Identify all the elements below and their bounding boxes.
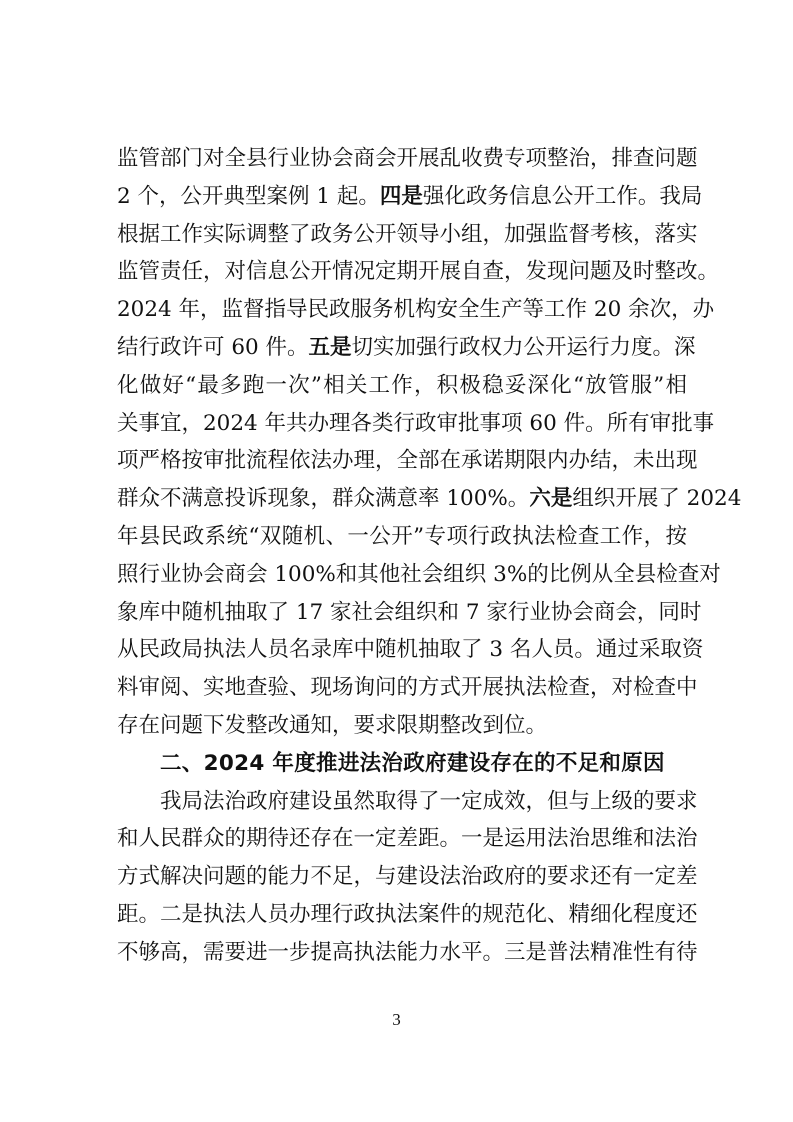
text-line: 不够高，需要进一步提高执法能力水平。三是普法精准性有待 xyxy=(117,939,698,965)
text-line xyxy=(117,556,721,594)
text-segment: 2 个，公开典型案例 1 起。 xyxy=(117,183,380,209)
text-segment: 强化政务信息公开工作。我局 xyxy=(422,183,703,209)
text-segment: 组织开展了 2024 xyxy=(572,486,742,512)
text-segment: 项严格按审批流程依法办理，全部在承诺期限内办结，未出现 xyxy=(117,448,698,474)
text-segment: 化做好“最多跑一次”相关工作，积极稳妥深化“放管服”相 xyxy=(117,372,687,398)
text-segment: 从民政局执法人员名录库中随机抽取了 3 名人员。通过采取资 xyxy=(117,637,704,663)
text-segment: 象库中随机抽取了 17 家社会组织和 7 家行业协会商会，同时 xyxy=(117,599,702,625)
text-line xyxy=(117,291,715,329)
text-segment: 监管责任，对信息公开情况定期开展自查，发现问题及时整改。 xyxy=(117,259,720,285)
text-line: 距。二是执法人员办理行政执法案件的规范化、精细化程度还 xyxy=(117,902,698,927)
text-line xyxy=(117,405,715,443)
text-line xyxy=(117,367,687,405)
text-line xyxy=(117,594,702,632)
text-line xyxy=(117,253,720,291)
text-line: 方式解决问题的能力不足，与建设法治政府的要求还有一定差 xyxy=(117,864,698,890)
text-line xyxy=(117,669,698,707)
emphasis-label: 五是 xyxy=(308,335,352,360)
emphasis-label: 四是 xyxy=(379,183,423,209)
text-segment: 存在问题下发整改通知，要求限期整改到位。 xyxy=(117,713,548,738)
text-segment: 群众不满意投诉现象，群众满意率 100%。 xyxy=(117,486,530,512)
text-line xyxy=(117,140,698,178)
text-line xyxy=(117,518,687,556)
text-segment: 根据工作实际调整了政务公开领导小组，加强监督考核，落实 xyxy=(117,221,698,247)
text-segment: 料审阅、实地查验、现场询问的方式开展执法检查，对检查中 xyxy=(117,675,698,701)
text-line: 我局法治政府建设虽然取得了一定成效，但与上级的要求 xyxy=(160,788,698,814)
text-segment: 监管部门对全县行业协会商会开展乱收费专项整治，排查问题 xyxy=(117,146,698,171)
text-segment: 关事宜，2024 年共办理各类行政审批事项 60 件。所有审批事 xyxy=(117,410,715,436)
emphasis-label: 六是 xyxy=(529,486,573,512)
section-heading: 二、2024 年度推进法治政府建设存在的不足和原因 xyxy=(160,750,665,776)
text-line xyxy=(117,480,742,518)
text-segment: 结行政许可 60 件。 xyxy=(117,335,309,360)
text-line xyxy=(117,178,703,216)
page-number: 3 xyxy=(392,1010,401,1029)
text-line xyxy=(117,707,687,745)
text-segment: 照行业协会商会 100%和其他社会组织 3%的比例从全县检查对 xyxy=(117,561,721,587)
text-line xyxy=(117,216,698,254)
text-line xyxy=(117,329,696,367)
text-segment: 年县民政系统“双随机、一公开”专项行政执法检查工作，按 xyxy=(117,524,687,549)
text-line: 和人民群众的期待还存在一定差距。一是运用法治思维和法治 xyxy=(117,826,698,852)
text-line xyxy=(117,631,704,669)
text-segment: 切实加强行政权力公开运行力度。深 xyxy=(351,335,696,360)
text-line xyxy=(117,442,698,480)
text-segment: 2024 年，监督指导民政服务机构安全生产等工作 20 余次，办 xyxy=(117,297,715,323)
